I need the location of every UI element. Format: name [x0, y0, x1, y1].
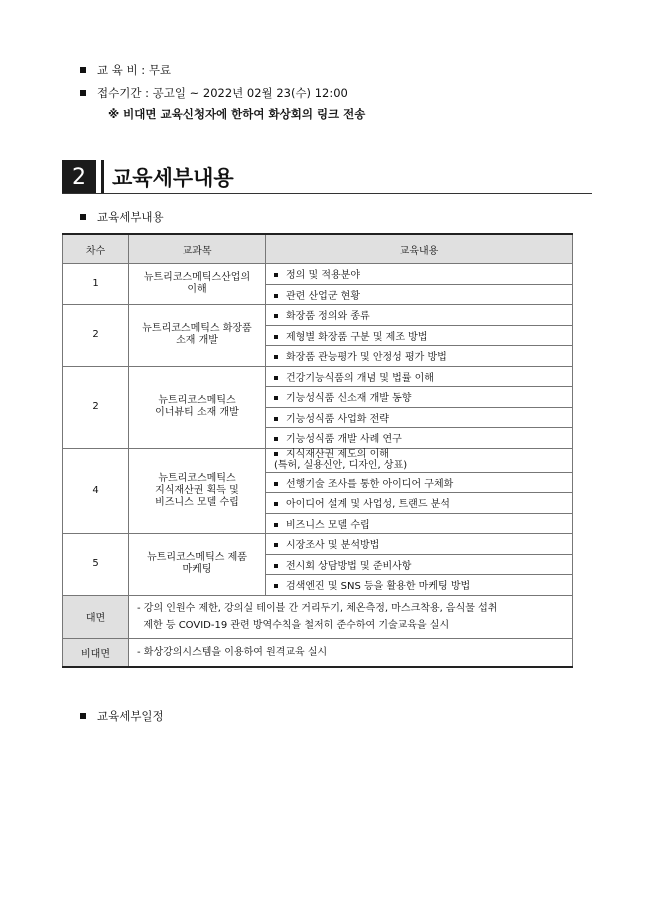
section-underline: [62, 193, 592, 194]
bullet-icon: [274, 417, 278, 421]
content-item-text: 검색엔진 및 SNS 등을 활용한 마케팅 방법: [286, 581, 471, 593]
content-item-text: 기능성식품 개발 사례 연구: [286, 434, 402, 446]
content-item: [266, 493, 573, 514]
header-round: 차수: [63, 234, 129, 264]
delivery-mode-row: [63, 595, 573, 638]
content-item-text: 정의 및 적용분야: [286, 270, 360, 282]
section-title: 교육세부내용: [112, 166, 234, 190]
period-line: [80, 85, 348, 101]
section-divider: [101, 160, 104, 194]
content-item-text: 아이디어 설계 및 사업성, 트랜드 분석: [286, 499, 450, 511]
schedule-heading-line: [80, 708, 164, 724]
round-cell: 1: [63, 264, 129, 305]
round-cell: 2: [63, 366, 129, 448]
content-item: [266, 554, 573, 575]
content-item-text: 전시회 상담방법 및 준비사항: [286, 560, 412, 572]
table-row: [63, 534, 573, 555]
bullet-icon: [274, 273, 278, 277]
table-row: [63, 448, 573, 472]
delivery-mode-row: [63, 638, 573, 667]
bullet-square-icon: [80, 90, 86, 96]
mode-label: 대면: [63, 595, 129, 638]
mode-label: 비대면: [63, 638, 129, 667]
content-item-text: 화장품 관능평가 및 안정성 평가 방법: [286, 352, 447, 364]
bullet-icon: [274, 543, 278, 547]
mode-description: - 화상강의시스템을 이용하여 원격교육 실시: [129, 638, 573, 667]
mode-description: - 강의 인원수 제한, 강의실 테이블 간 거리두기, 체온측정, 마스크착용, 음식물 섭취 제한 등 COVID-19 관련 방역수칙을 철저히 준수하여 기술교육을 실시: [129, 595, 573, 638]
bullet-square-icon: [80, 713, 86, 719]
bullet-icon: [274, 452, 278, 456]
content-item: [266, 264, 573, 285]
bullet-icon: [274, 564, 278, 568]
schedule-heading: 교육세부일정: [97, 709, 164, 723]
content-item-text: 지식재산권 제도의 이해 (특허, 실용신안, 디자인, 상표): [274, 448, 408, 471]
content-item-text: 건강기능식품의 개념 및 법률 이해: [286, 372, 434, 384]
content-item: [266, 346, 573, 367]
detail-heading: 교육세부내용: [97, 210, 164, 224]
content-item: [266, 472, 573, 493]
round-cell: 5: [63, 534, 129, 596]
round-cell: 2: [63, 305, 129, 367]
bullet-icon: [274, 314, 278, 318]
content-item-text: 화장품 정의와 종류: [286, 311, 370, 323]
bullet-square-icon: [80, 214, 86, 220]
round-cell: 4: [63, 448, 129, 534]
content-item: [266, 428, 573, 449]
bullet-icon: [274, 376, 278, 380]
content-item: [266, 366, 573, 387]
content-item: [266, 387, 573, 408]
subject-cell: 뉴트리코스메틱스산업의 이해: [129, 264, 266, 305]
table-row: [63, 366, 573, 387]
fee-text: 교 육 비 : 무료: [97, 63, 172, 77]
header-content: 교육내용: [266, 234, 573, 264]
fee-line: [80, 62, 171, 78]
content-item-text: 기능성식품 사업화 전략: [286, 413, 389, 425]
subject-cell: 뉴트리코스메틱스 화장품 소재 개발: [129, 305, 266, 367]
content-item: [266, 575, 573, 596]
content-item-text: 시장조사 및 분석방법: [286, 540, 380, 552]
detail-heading-line: [80, 209, 164, 225]
content-item: [266, 325, 573, 346]
bullet-icon: [274, 523, 278, 527]
content-item-text: 관련 산업군 현황: [286, 290, 360, 302]
content-item-text: 비즈니스 모델 수립: [286, 519, 370, 531]
table-header-row: [63, 234, 573, 264]
online-note: ※ 비대면 교육신청자에 한하여 화상회의 링크 전송: [108, 107, 366, 121]
bullet-icon: [274, 482, 278, 486]
subject-cell: 뉴트리코스메틱스 이너뷰티 소재 개발: [129, 366, 266, 448]
table-row: [63, 305, 573, 326]
content-item-text: 기능성식품 신소재 개발 동향: [286, 393, 412, 405]
bullet-square-icon: [80, 67, 86, 73]
content-item: [266, 284, 573, 305]
bullet-icon: [274, 396, 278, 400]
bullet-icon: [274, 437, 278, 441]
content-item-text: 제형별 화장품 구분 및 제조 방법: [286, 331, 428, 343]
bullet-icon: [274, 294, 278, 298]
bullet-icon: [274, 355, 278, 359]
subject-cell: 뉴트리코스메틱스 제품 마케팅: [129, 534, 266, 596]
bullet-icon: [274, 335, 278, 339]
header-subject: 교과목: [129, 234, 266, 264]
bullet-icon: [274, 502, 278, 506]
subject-cell: 뉴트리코스메틱스 지식재산권 획득 및 비즈니스 모델 수립: [129, 448, 266, 534]
education-details-table: [62, 233, 573, 668]
content-item: [266, 305, 573, 326]
content-item: [266, 534, 573, 555]
period-text: 접수기간 : 공고일 ~ 2022년 02월 23(수) 12:00: [97, 86, 348, 100]
content-item-text: 선행기술 조사를 통한 아이디어 구체화: [286, 478, 454, 490]
content-item: [266, 448, 573, 472]
content-item: [266, 407, 573, 428]
table-row: [63, 264, 573, 285]
bullet-icon: [274, 584, 278, 588]
section-number: 2: [62, 160, 96, 194]
content-item: [266, 513, 573, 534]
